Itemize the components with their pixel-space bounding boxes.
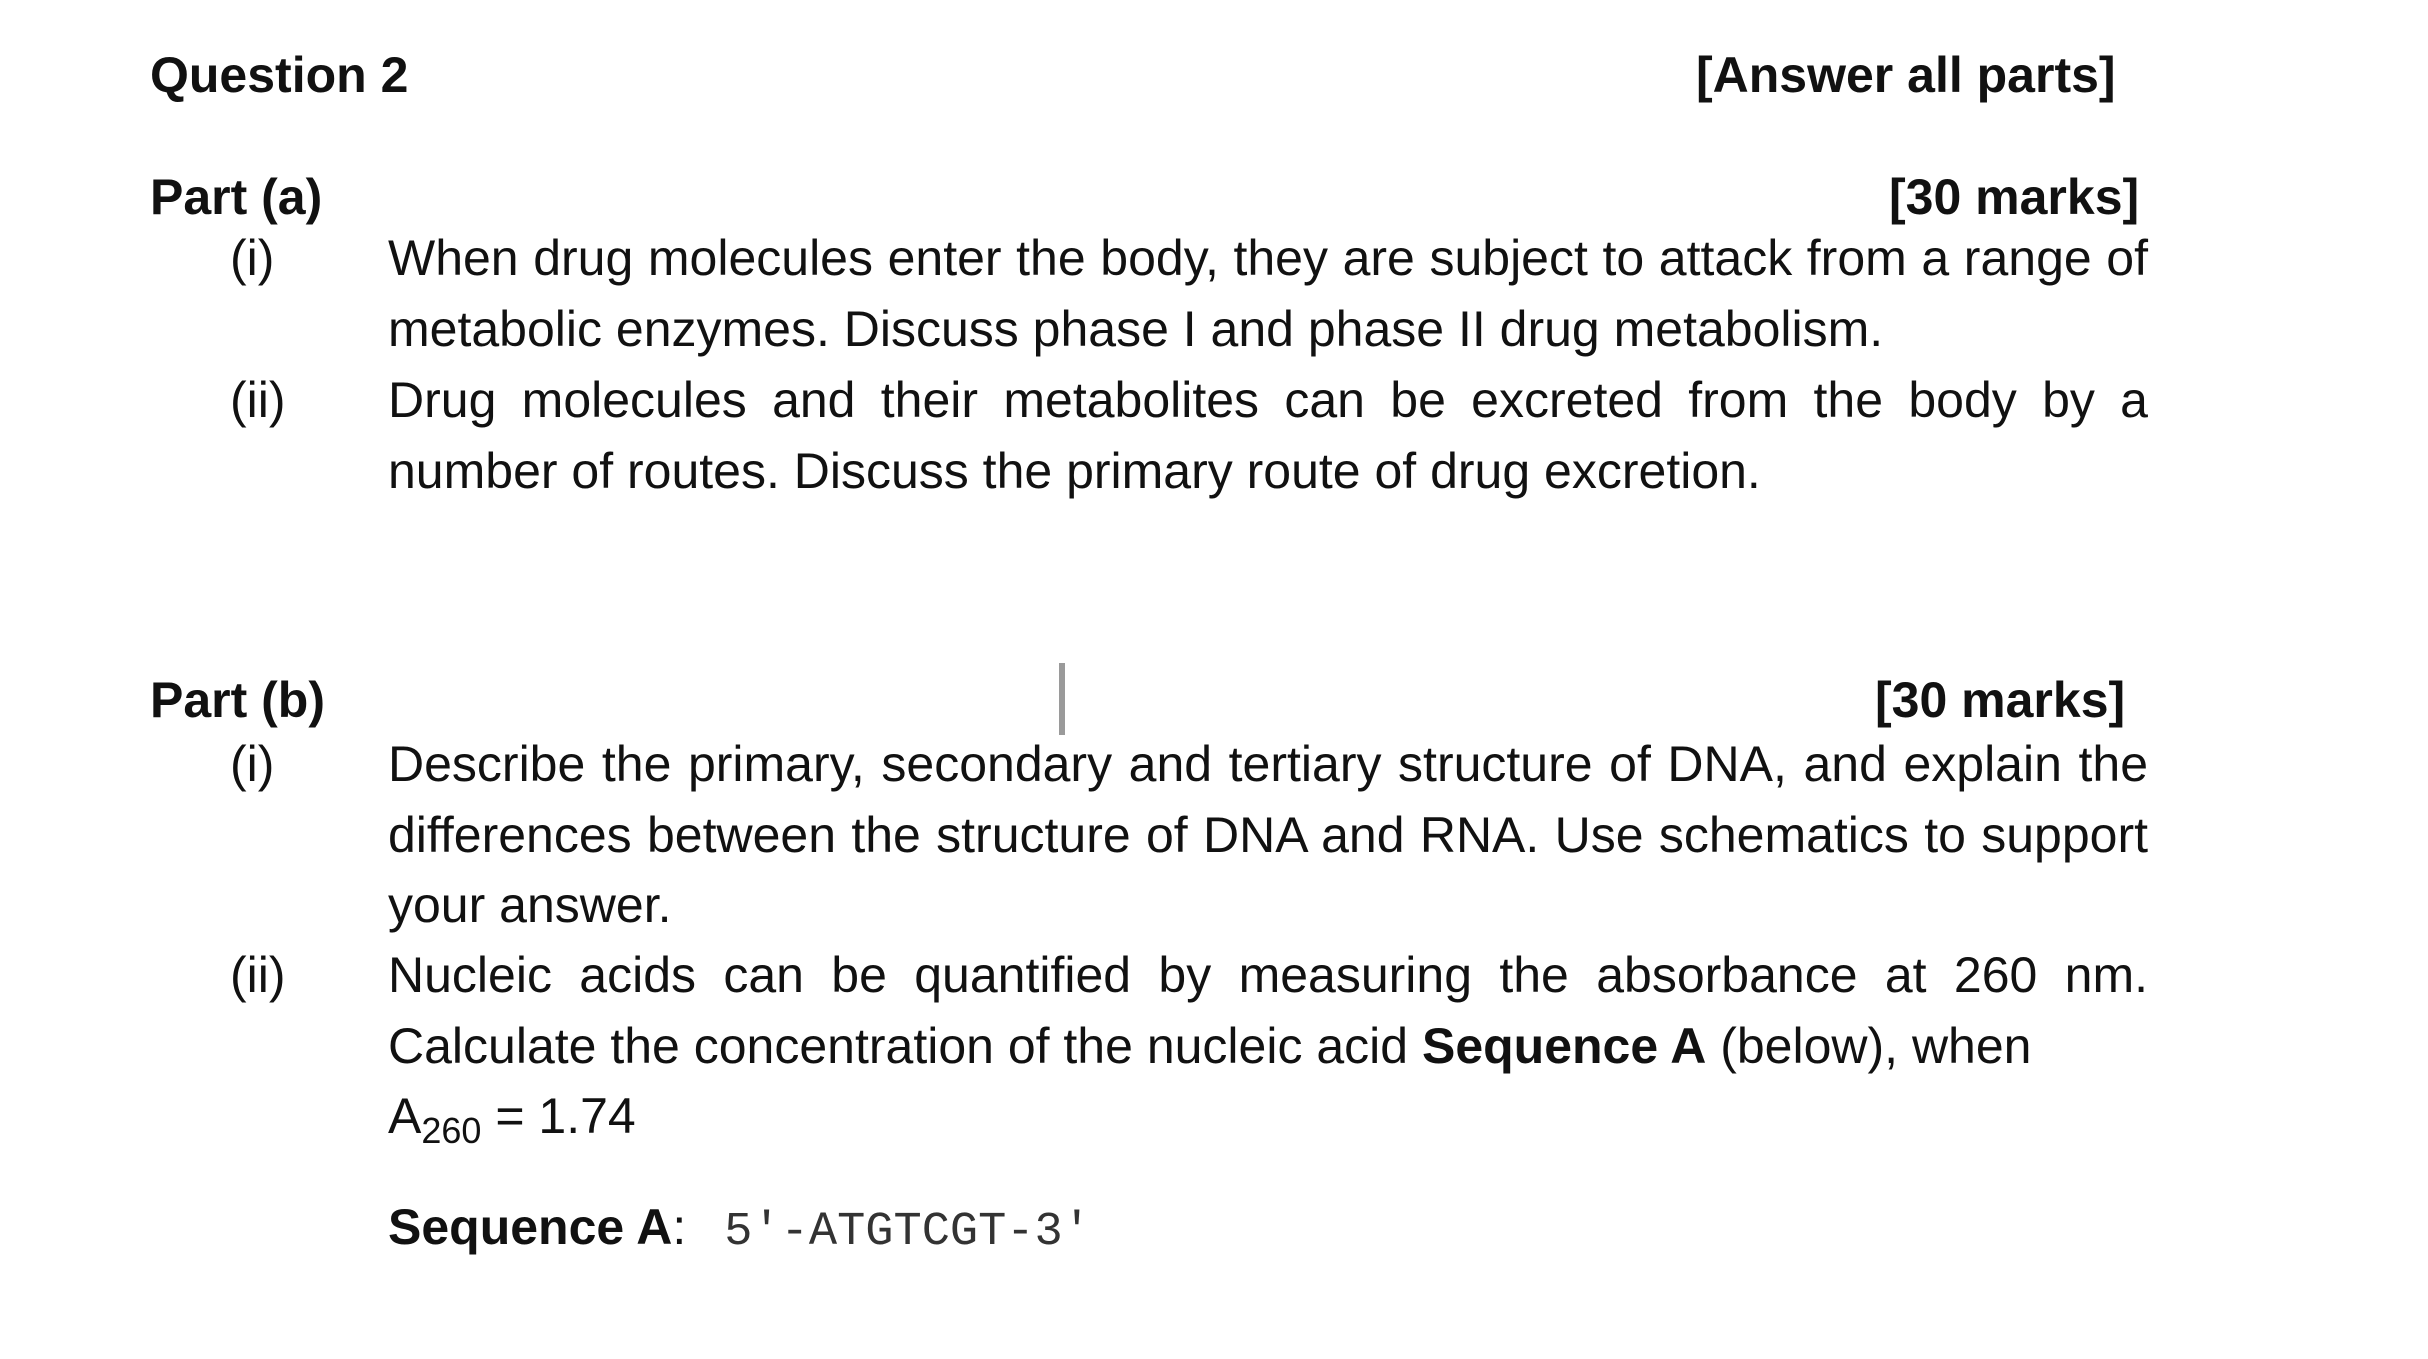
question-title: Question 2: [150, 47, 409, 103]
part-a-item-2-text: Drug molecules and their metabolites can be excreted from the body by a number of routes. Discuss the primary route of drug excretion.: [388, 372, 2148, 499]
part-b-item-2-text-start: Nucleic acids can be quantified by measuring the absorbance at 260 nm. Calculate the concentration of the nucleic acid: [388, 947, 2148, 1074]
part-b-title: Part (b): [150, 672, 325, 728]
absorbance-symbol: A: [388, 1088, 422, 1144]
part-a-item-1-number: (i): [230, 230, 275, 286]
part-a-item-1-text: When drug molecules enter the body, they are subject to attack from a range of metabolic enzymes. Discuss phase I and phase II drug metabolism.: [388, 230, 2148, 357]
part-a-title: Part (a): [150, 169, 323, 225]
part-b-item-2-text: [388, 940, 2148, 1157]
part-b-item-2-number: (ii): [230, 947, 286, 1003]
sequence-a-inline-label: Sequence A: [1421, 1017, 1707, 1074]
absorbance-subscript: 260: [421, 1110, 482, 1151]
text-cursor: [1059, 663, 1065, 735]
sequence-a-line: [388, 1197, 1091, 1263]
sequence-a-label: Sequence A: [388, 1199, 673, 1255]
part-b-marks: [30 marks]: [1875, 672, 2126, 728]
part-b-item-1-text: Describe the primary, secondary and tertiary structure of DNA, and explain the differences between the structure of DNA and RNA. Use schematics to support your answer.: [388, 736, 2148, 933]
answer-all-instruction: [Answer all parts]: [1696, 47, 2116, 103]
sequence-a-colon: :: [672, 1199, 687, 1255]
part-a-item-2-number: (ii): [230, 372, 286, 428]
part-b-item-2-text-end: (below), when: [1706, 1017, 2032, 1074]
part-b-item-1-number: (i): [230, 736, 275, 792]
part-a-marks: [30 marks]: [1889, 169, 2140, 225]
sequence-a-value: 5′-ATGTCGT-3′: [724, 1206, 1091, 1259]
absorbance-value: = 1.74: [481, 1088, 636, 1144]
